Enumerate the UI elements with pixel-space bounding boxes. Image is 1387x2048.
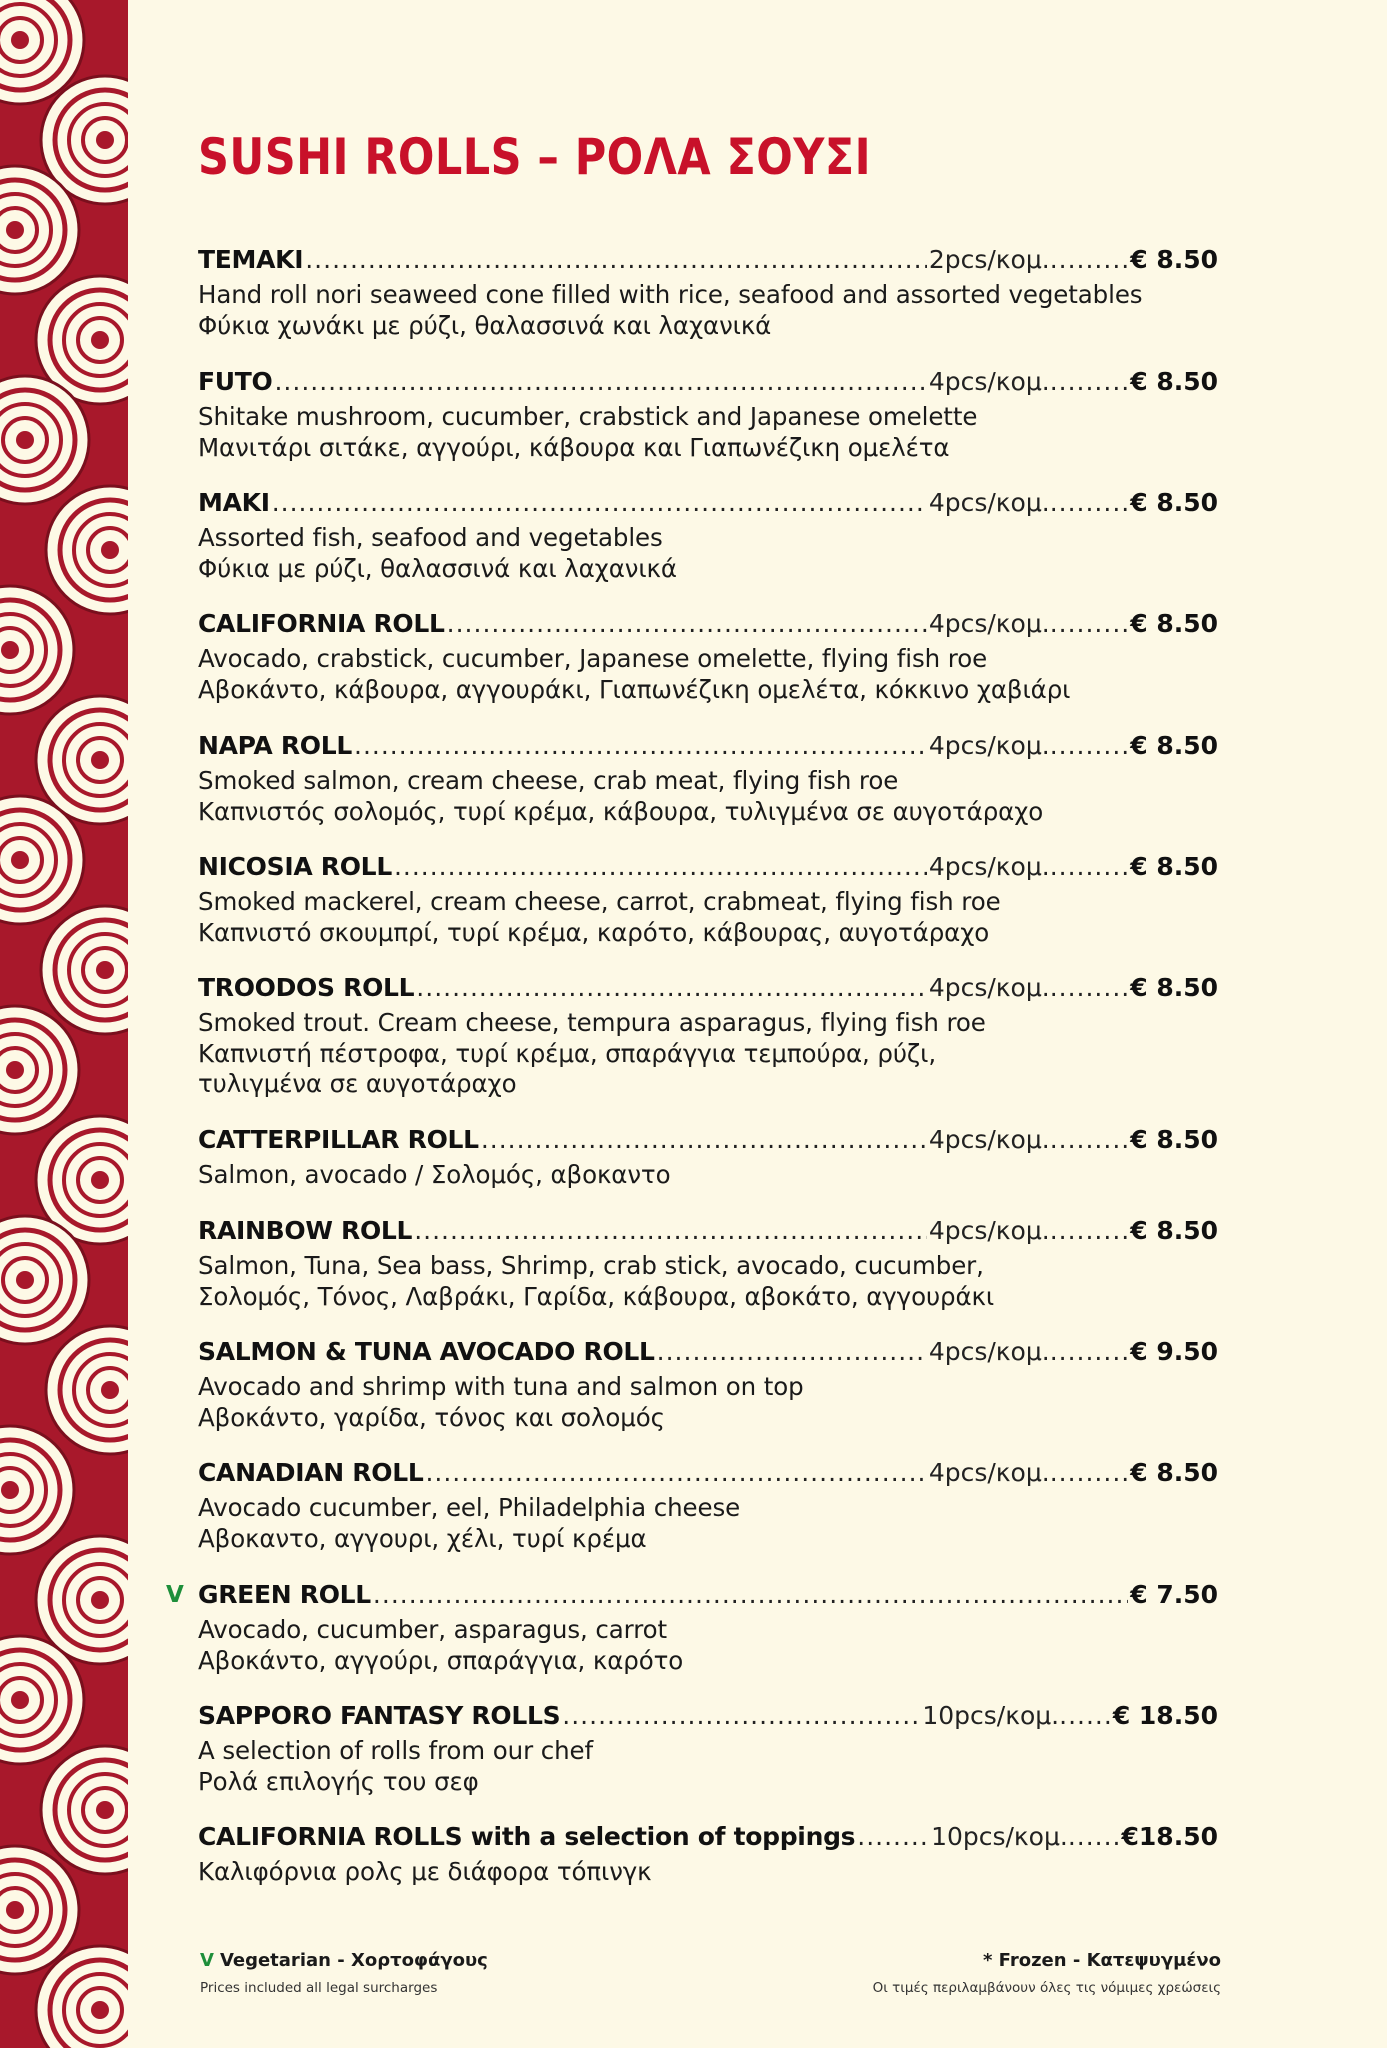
description-line: Avocado, cucumber, asparagus, carrot <box>198 1615 668 1644</box>
description-line: τυλιγμένα σε αυγοτάραχο <box>198 1069 517 1098</box>
menu-item <box>198 609 1218 705</box>
menu-item-name: CATTERPILLAR ROLL <box>198 1125 479 1154</box>
menu-item-header <box>198 1701 1218 1733</box>
leader-dots: ......... <box>1049 609 1131 638</box>
menu-item-header <box>198 1458 1218 1490</box>
menu-item <box>198 1125 1218 1191</box>
menu-item-description <box>198 766 1218 827</box>
leader-dots: ......... <box>1049 1337 1131 1366</box>
menu-item-header <box>198 973 1218 1005</box>
menu-item-price: € 9.50 <box>1130 1337 1218 1366</box>
leader-dots <box>373 1580 1128 1609</box>
page-title: SUSHI ROLLS – ΡΟΛΑ ΣΟΥΣΙ <box>198 128 872 186</box>
description-line: Smoked salmon, cream cheese, crab meat, flying fish roe <box>198 766 899 795</box>
description-line: Αβοκάντο, γαρίδα, τόνος και σολομός <box>198 1402 665 1432</box>
leader-dots: ...... <box>1059 1701 1113 1730</box>
menu-item-header <box>198 1216 1218 1248</box>
flower-pattern-icon <box>0 0 128 2048</box>
prices-note-en: Prices included all legal surcharges <box>200 1980 438 1996</box>
menu-item-quantity: 4pcs/κομ. <box>928 731 1050 760</box>
description-line: Σολομός, Τόνος, Λαβράκι, Γαρίδα, κάβουρα, αβοκάτο, αγγουράκι <box>198 1281 995 1311</box>
menu-item-name: CANADIAN ROLL <box>198 1458 424 1487</box>
menu-item <box>198 245 1218 341</box>
description-line: Assorted fish, seafood and vegetables <box>198 523 663 552</box>
leader-dots <box>481 1125 927 1154</box>
leader-dots: ......... <box>1049 973 1131 1002</box>
menu-item-header <box>198 1822 1218 1854</box>
leader-dots <box>414 1216 927 1245</box>
leader-dots <box>857 1822 929 1851</box>
frozen-legend: * Frozen - Κατεψυγμένο <box>983 1950 1221 1971</box>
menu-item <box>198 973 1218 1100</box>
description-line: Ρολά επιλογής του σεφ <box>198 1766 479 1796</box>
menu-item <box>198 1580 1218 1676</box>
menu-item-price: € 8.50 <box>1130 852 1218 881</box>
footer-left <box>200 1950 488 1996</box>
menu-item <box>198 1822 1218 1888</box>
leader-dots <box>416 973 927 1002</box>
menu-item-description <box>198 1493 1218 1554</box>
menu-item-quantity: 4pcs/κομ. <box>928 488 1050 517</box>
prices-note-gr: Οι τιμές περιλαμβάνουν όλες τις νόμιμες χρεώσεις <box>872 1980 1221 1996</box>
menu-item-header <box>198 367 1218 399</box>
leader-dots: ......... <box>1049 852 1131 881</box>
menu-item-name: NICOSIA ROLL <box>198 852 392 881</box>
menu-item-header <box>198 1337 1218 1369</box>
menu-item-price: € 8.50 <box>1130 731 1218 760</box>
leader-dots <box>272 488 927 517</box>
leader-dots: ......... <box>1049 488 1131 517</box>
menu-item-name: CALIFORNIA ROLLS with a selection of toppings <box>198 1822 856 1851</box>
description-line: Καλιφόρνια ρολς με διάφορα τόπινγκ <box>198 1857 652 1886</box>
menu-item-name: TEMAKI <box>198 245 304 274</box>
leader-dots <box>354 731 927 760</box>
menu-item-quantity: 4pcs/κομ. <box>928 1458 1050 1487</box>
leader-dots: ......... <box>1049 245 1131 274</box>
vegetarian-mark: V <box>200 1950 214 1971</box>
menu-item-quantity: 4pcs/κομ. <box>928 852 1050 881</box>
vegetarian-mark: V <box>166 1582 184 1608</box>
menu-item-name: NAPA ROLL <box>198 731 353 760</box>
menu-item-price: € 8.50 <box>1130 1216 1218 1245</box>
menu-item <box>198 1216 1218 1312</box>
menu-item-price: € 8.50 <box>1130 367 1218 396</box>
menu-item-price: € 8.50 <box>1130 488 1218 517</box>
menu-item-name: TROODOS ROLL <box>198 973 415 1002</box>
description-line: Smoked trout. Cream cheese, tempura asparagus, flying fish roe <box>198 1008 986 1037</box>
menu-item-name: SAPPORO FANTASY ROLLS <box>198 1701 561 1730</box>
menu-item-name: SALMON & TUNA AVOCADO ROLL <box>198 1337 655 1366</box>
description-line: Αβοκάντο, κάβουρα, αγγουράκι, Γιαπωνέζικη ομελέτα, κόκκινο χαβιάρι <box>198 674 1071 704</box>
menu-item-quantity: 4pcs/κομ. <box>928 973 1050 1002</box>
leader-dots <box>562 1701 920 1730</box>
leader-dots <box>274 367 926 396</box>
description-line: A selection of rolls from our chef <box>198 1736 594 1765</box>
menu-item-description <box>198 1008 1218 1100</box>
description-line: Καπνιστό σκουμπρί, τυρί κρέμα, καρότο, κάβουρας, αυγοτάραχο <box>198 917 990 947</box>
menu-item-quantity: 4pcs/κομ. <box>928 609 1050 638</box>
menu-item-price: € 7.50 <box>1130 1580 1218 1609</box>
menu-item <box>198 1701 1218 1797</box>
menu-item-price: € 8.50 <box>1130 245 1218 274</box>
description-line: Φύκια χωνάκι με ρύζι, θαλασσινά και λαχανικά <box>198 310 772 340</box>
leader-dots <box>657 1337 927 1366</box>
menu-item-description <box>198 1251 1218 1312</box>
leader-dots: ......... <box>1049 1125 1131 1154</box>
menu-item-description <box>198 1615 1218 1676</box>
leader-dots: ......... <box>1049 1458 1131 1487</box>
menu-item-name: CALIFORNIA ROLL <box>198 609 445 638</box>
menu-item-quantity: 4pcs/κομ. <box>928 1125 1050 1154</box>
description-line: Hand roll nori seaweed cone filled with rice, seafood and assorted vegetables <box>198 280 1143 309</box>
menu-item <box>198 731 1218 827</box>
menu-item-name: RAINBOW ROLL <box>198 1216 413 1245</box>
description-line: Αβοκάντο, αγγούρι, σπαράγγια, καρότο <box>198 1645 684 1675</box>
menu-item-name: GREEN ROLL <box>198 1580 371 1609</box>
description-line: Φύκια με ρύζι, θαλασσινά και λαχανικά <box>198 553 677 583</box>
menu-item-header <box>198 852 1218 884</box>
description-line: Καπνιστή πέστροφα, τυρί κρέμα, σπαράγγια τεμπούρα, ρύζι, <box>198 1038 937 1068</box>
leader-dots <box>425 1458 926 1487</box>
description-line: Αβοκαντο, αγγουρι, χέλι, τυρί κρέμα <box>198 1523 647 1553</box>
leader-dots: ......... <box>1049 731 1131 760</box>
menu-item-description <box>198 1736 1218 1797</box>
description-line: Μανιτάρι σιτάκε, αγγούρι, κάβουρα και Γιαπωνέζικη ομελέτα <box>198 432 950 462</box>
description-line: Avocado cucumber, eel, Philadelphia cheese <box>198 1493 741 1522</box>
menu-item-description <box>198 887 1218 948</box>
vegetarian-label: Vegetarian - Χορτοφάγους <box>219 1950 488 1971</box>
leader-dots <box>305 245 927 274</box>
menu-item-quantity: 2pcs/κομ. <box>928 245 1050 274</box>
menu-item-price: € 8.50 <box>1130 1458 1218 1487</box>
menu-item-header <box>198 609 1218 641</box>
menu-item-header <box>198 1580 1218 1612</box>
description-line: Avocado and shrimp with tuna and salmon on top <box>198 1372 804 1401</box>
menu-item-price: € 8.50 <box>1130 609 1218 638</box>
menu-item <box>198 852 1218 948</box>
menu-item-quantity: 10pcs/κομ. <box>922 1701 1060 1730</box>
footer-right <box>873 1950 1221 1996</box>
menu-item-description <box>198 644 1218 705</box>
menu-item-description <box>198 1160 1218 1191</box>
description-line: Καπνιστός σολομός, τυρί κρέμα, κάβουρα, τυλιγμένα σε αυγοτάραχο <box>198 796 1044 826</box>
menu-item-price: € 8.50 <box>1130 973 1218 1002</box>
menu-item-quantity: 4pcs/κομ. <box>928 1216 1050 1245</box>
leader-dots: ......... <box>1049 1216 1131 1245</box>
menu-item-price: € 18.50 <box>1112 1701 1218 1730</box>
menu-item <box>198 488 1218 584</box>
menu-item-description <box>198 280 1218 341</box>
menu-item-quantity: 4pcs/κομ. <box>928 1337 1050 1366</box>
menu-item <box>198 367 1218 463</box>
menu-item-description <box>198 523 1218 584</box>
description-line: Avocado, crabstick, cucumber, Japanese omelette, flying fish roe <box>198 644 988 673</box>
description-line: Salmon, avocado / Σολομός, αβοκαντο <box>198 1160 671 1189</box>
menu-item-header <box>198 488 1218 520</box>
menu-item-description <box>198 1372 1218 1433</box>
menu-item-name: FUTO <box>198 367 273 396</box>
menu-item-description <box>198 402 1218 463</box>
description-line: Salmon, Tuna, Sea bass, Shrimp, crab stick, avocado, cucumber, <box>198 1251 984 1280</box>
leader-dots: ...... <box>1067 1822 1122 1851</box>
menu-item-header <box>198 1125 1218 1157</box>
description-line: Shitake mushroom, cucumber, crabstick and Japanese omelette <box>198 402 978 431</box>
menu-item <box>198 1337 1218 1433</box>
leader-dots <box>447 609 927 638</box>
leader-dots: ......... <box>1049 367 1131 396</box>
menu-item-name: MAKI <box>198 488 270 517</box>
menu-item-header <box>198 731 1218 763</box>
vegetarian-legend <box>200 1950 488 1971</box>
menu-item <box>198 1458 1218 1554</box>
menu-item-price: €18.50 <box>1121 1822 1218 1851</box>
menu-item-price: € 8.50 <box>1130 1125 1218 1154</box>
floral-pattern-border <box>0 0 128 2048</box>
leader-dots <box>394 852 927 881</box>
menu-item-quantity: 4pcs/κομ. <box>928 367 1050 396</box>
description-line: Smoked mackerel, cream cheese, carrot, crabmeat, flying fish roe <box>198 887 1001 916</box>
menu-item-quantity: 10pcs/κομ. <box>931 1822 1068 1851</box>
menu-item-description <box>198 1857 1218 1888</box>
menu-item-header <box>198 245 1218 277</box>
